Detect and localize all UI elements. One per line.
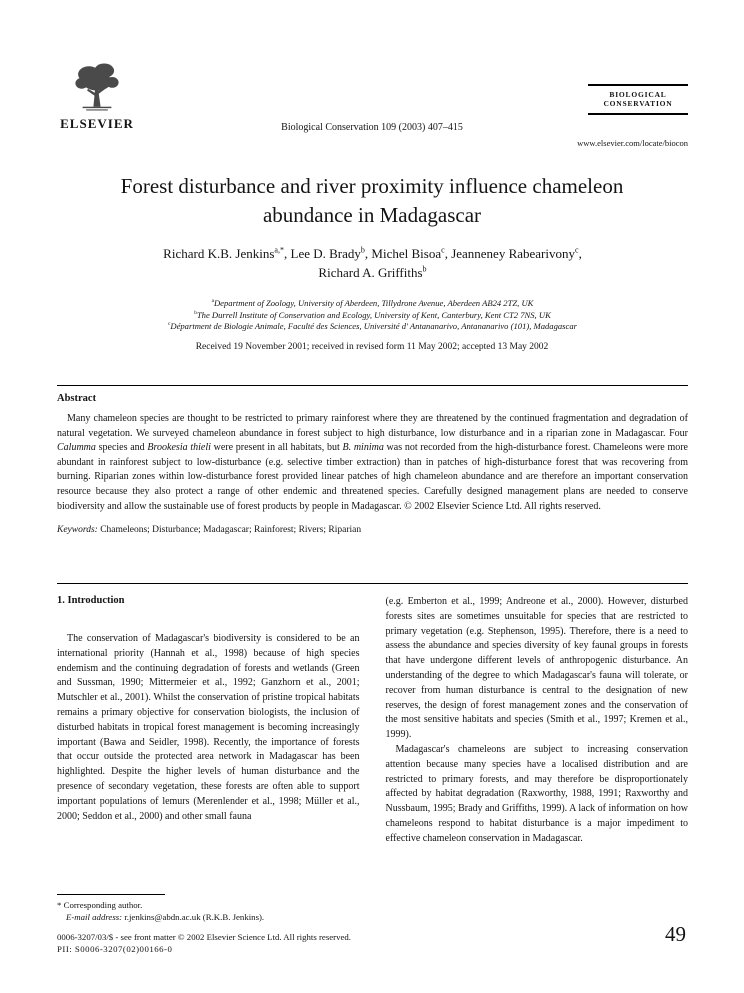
journal-website-link[interactable]: www.elsevier.com/locate/biocon [577,138,688,148]
elsevier-logo-block [57,58,137,132]
body-paragraph-left-1: The conservation of Madagascar's biodiversity is considered to be an international priority (Hannah et al., 1998) because of high species endemism and the continuing degradation of forests and wetlands (Green and Sussman, 1990; Mittermeier et al., 1992; Ganzhorn et al., 2001; Mutschler et al., 2001). Whilst the conservation of pristine tropical habitats remains a primary objective for conservation biologists, the inclusion of disturbed habitats in tropical forest management is becoming increasingly important (Bawa and Seidler, 1998). Recently, the importance of forests that occur outside the protected area network in Madagascar has been highlighted. Despite the higher levels of human disturbance and the presence of secondary vegetation, these forests are often able to support important populations of lemurs (Merenlender et al., 1998; Müller et al., 2000; Seddon et al., 2000) and other small fauna [57,633,360,822]
copyright-line: 0006-3207/03/$ - see front matter © 2002 Elsevier Science Ltd. All rights reserved. [57,932,351,942]
abstract-bottom-divider [57,583,688,584]
authors-block [57,244,688,282]
publisher-name: ELSEVIER [60,116,134,131]
author-line-1: Richard K.B. Jenkins$^{a,*}$, Lee D. Brady$^b$, Michel Bisoa$^c$, Jeanneney Rabearivony$^c$, [163,245,582,261]
journal-name-line-1: BIOLOGICAL [609,90,667,99]
elsevier-tree-logo-icon [70,58,124,114]
journal-name-box [588,84,688,115]
abstract-top-divider [57,385,688,386]
journal-name-line-2: CONSERVATION [603,99,673,108]
footnote-block [57,894,367,923]
footer-imprint [57,931,351,955]
author-line-2: Richard A. Griffiths$^b$ [318,264,427,280]
affiliation-b: $^b$The Durrell Institute of Conservation and Ecology, University of Kent, Canterbury, Kent CT2 7NS, UK [194,309,551,320]
right-column [386,595,689,847]
abstract-section [57,393,688,535]
affiliation-c: $^c$Départment de Biologie Animale, Faculté des Sciences, Université d' Antananarivo, Antananarivo (101), Madagascar [167,321,577,331]
received-dates-line: Received 19 November 2001; received in revised form 11 May 2002; accepted 13 May 2002 [195,342,549,352]
section-1-heading: 1. Introduction [57,595,125,606]
page-number: 49 [665,922,686,946]
body-columns [57,595,688,847]
corresponding-author-note: * Corresponding author. [57,900,143,910]
pii-line: PII: S0006-3207(02)00166-0 [57,944,173,954]
affiliations-block [57,298,688,333]
email-address-note: E-mail address: r.jenkins@abdn.ac.uk (R.K.B. Jenkins). [66,912,265,922]
keywords-line: Keywords: Chameleons; Disturbance; Madagascar; Rainforest; Rivers; Riparian [57,525,362,536]
footnote-divider [57,894,165,895]
abstract-heading: Abstract [57,393,97,404]
left-column [57,595,360,847]
abstract-text: Many chameleon species are thought to be restricted to primary rainforest where they are threatened by the continued fragmentation and degradation of natural vegetation. We surveyed chameleon abundance in forest subject to high disturbance, low disturbance and in a riparian zone in Madagascar. Four Calumma species and Brookesia thieli were present in all habitats, but B. minima was not recorded from the high-disturbance forest. Chameleons were more abundant in rainforest subject to low-disturbance (e.g. selective timber extraction) than in patches of high-disturbance forest that was recovering from burning. Riparian zones within low-disturbance forest provided linear patches of high chameleon abundance and are therefore an important conservation resource because they also protect a range of other endemic and threatened species. Carefully designed management plans are needed to conserve biodiversity and allow the sustainable use of forest products by people in Madagascar. © 2002 Elsevier Science Ltd. All rights reserved. [57,413,688,512]
journal-citation: Biological Conservation 109 (2003) 407–415 [281,122,463,133]
affiliation-a: $^a$Department of Zoology, University of Aberdeen, Tillydrone Avenue, Aberdeen AB24 2TZ, UK [211,298,534,308]
article-title: Forest disturbance and river proximity influence chameleon abundance in Madagascar [120,174,624,227]
body-paragraph-right-2: Madagascar's chameleons are subject to increasing conservation attention because many species have a localised distribution and are restricted to primary forests, and may therefore be disproportionately affected by habitat degradation (Raxworthy, 1988, 1991; Raxworthy and Nussbaum, 1995; Brady and Griffiths, 1999). A lack of information on how chameleons respond to habitat disturbance is a major impediment to effective chameleon conservation in Madagascar. [385,743,688,844]
body-paragraph-right-1: (e.g. Emberton et al., 1999; Andreone et al., 2000). However, disturbed forests sites are sometimes unsuitable for species that are restricted to primary vegetation (e.g. Stephenson, 1995). Therefore, there is a need to assess the abundance and species diversity of key faunal groups in forests that have undergone different levels of anthropogenic disturbance. An understanding of the degree to which Madagascar's fauna will tolerate, or recover from human disturbance is central to the designation of new reserves, the design of forest management zones and the conservation of the most sensitive habitats and species (Smith et al., 1997; Kremen et al., 1999). [385,596,688,741]
